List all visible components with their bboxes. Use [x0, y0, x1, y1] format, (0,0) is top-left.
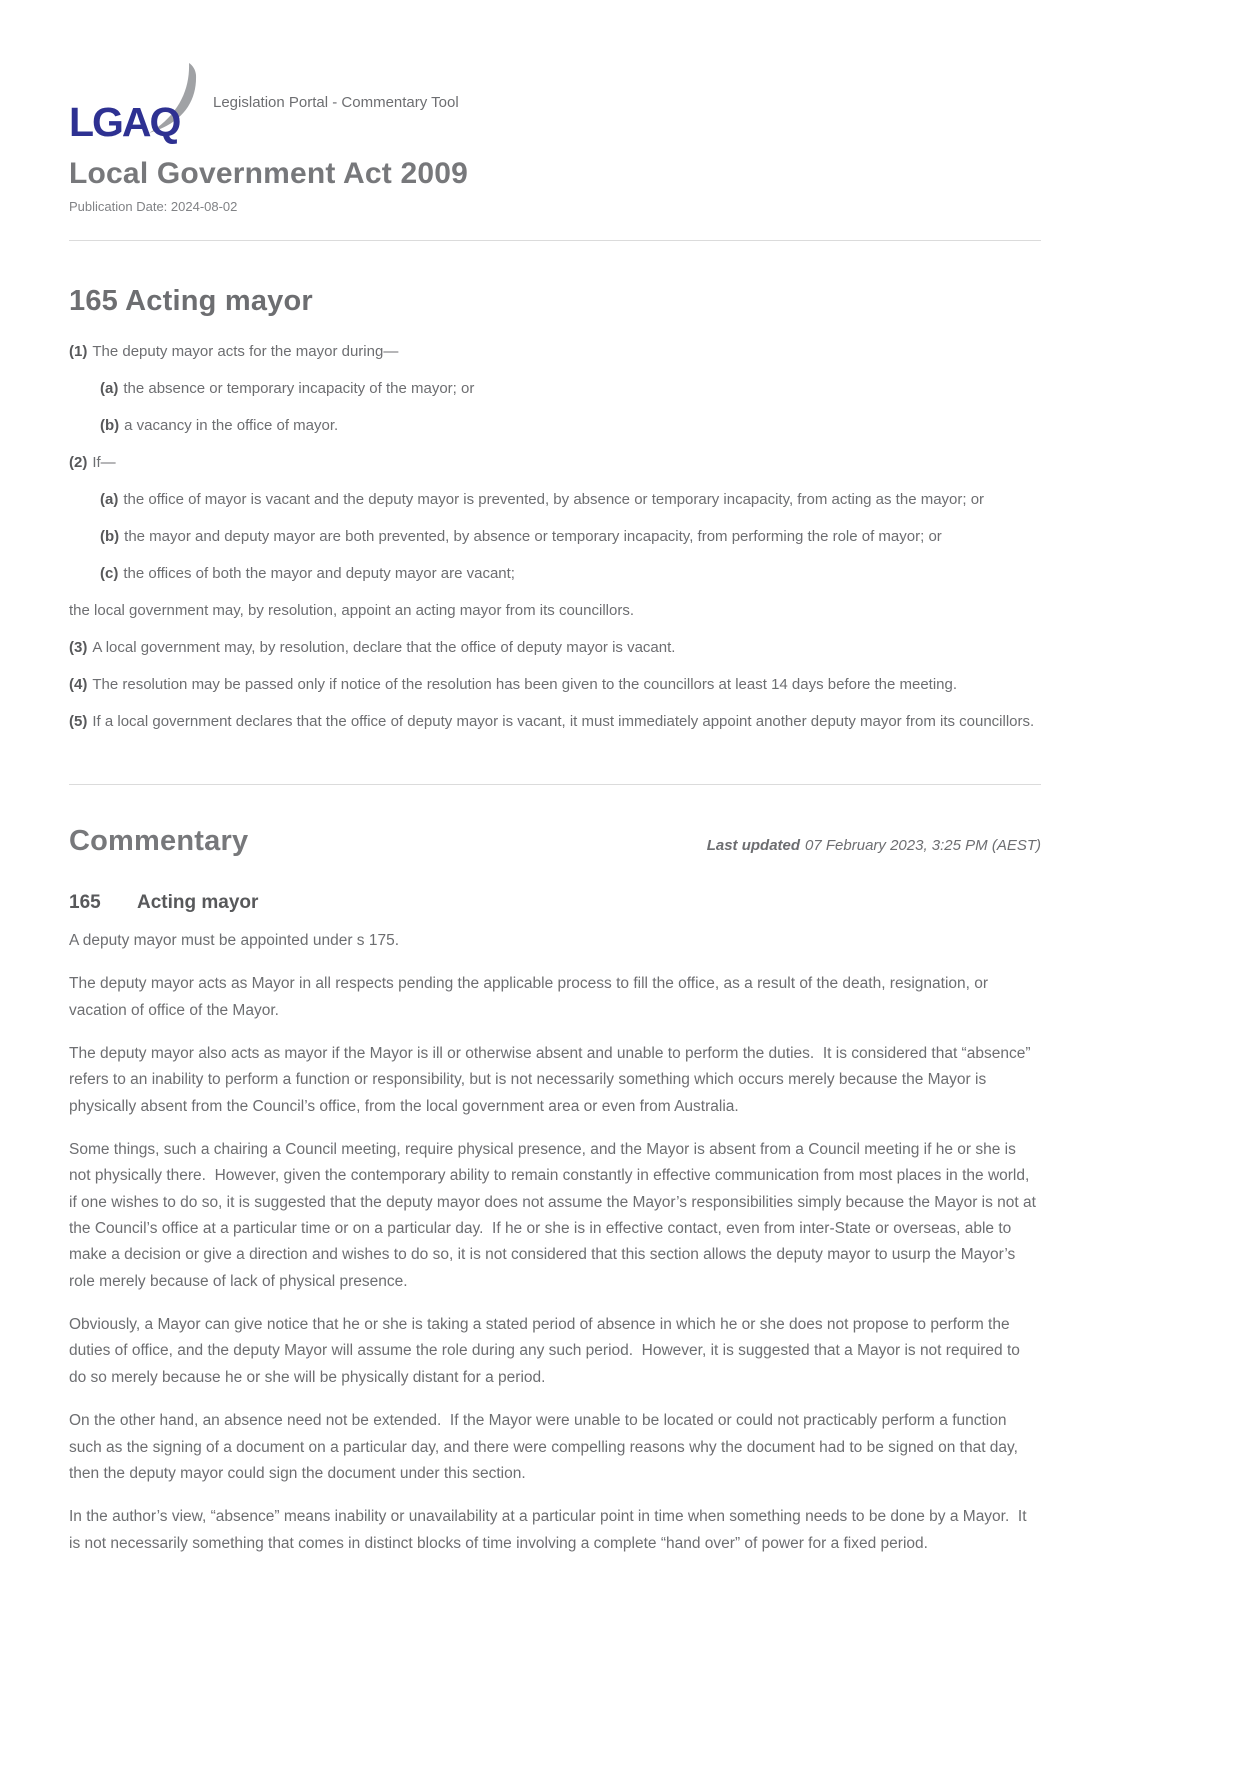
commentary-subheading	[69, 892, 1041, 914]
provision-text: A local government may, by resolution, declare that the office of deputy mayor is vacant.	[92, 639, 676, 656]
commentary-paragraph: The deputy mayor acts as Mayor in all respects pending the applicable process to fill the office, as a result of the death, resignation, or vacation of office of the Mayor.	[69, 975, 993, 1019]
provision-number: (a)	[100, 380, 119, 397]
last-updated	[707, 837, 1041, 854]
last-updated-label: Last updated	[706, 837, 801, 854]
provision	[69, 636, 1041, 660]
provision-number: (1)	[69, 343, 88, 360]
logo-text: LGAQ	[69, 99, 180, 145]
divider	[69, 784, 1041, 785]
provision	[69, 710, 1041, 734]
provision-number: (b)	[100, 417, 120, 434]
commentary-paragraph: In the author’s view, “absence” means inability or unavailability at a particular point in time when something needs to be done by a Mayor. It is not necessarily something that comes in distinct blocks of time involving a complete “hand over” of power for a fixed period.	[69, 1508, 1031, 1552]
provision	[69, 673, 1041, 697]
provision-number: (5)	[69, 713, 88, 730]
provision-text: The resolution may be passed only if notice of the resolution has been given to the councillors at least 14 days before the meeting.	[92, 676, 958, 693]
provision-number: (2)	[69, 454, 88, 471]
provision	[69, 340, 1041, 364]
provision-text: If a local government declares that the office of deputy mayor is vacant, it must immediately appoint another deputy mayor from its councillors.	[92, 713, 1035, 730]
provision-text: the local government may, by resolution, appoint an acting mayor from its councillors.	[69, 602, 634, 619]
provision	[69, 451, 1041, 475]
commentary-header	[69, 825, 1041, 858]
provision	[69, 377, 1041, 401]
provision-text: the offices of both the mayor and deputy mayor are vacant;	[123, 565, 515, 582]
provision-number: (b)	[100, 528, 120, 545]
app-title: Legislation Portal - Commentary Tool	[213, 93, 459, 111]
provision-text: The deputy mayor acts for the mayor during—	[92, 343, 399, 360]
commentary-section-title: Acting mayor	[137, 892, 259, 913]
commentary-paragraph: On the other hand, an absence need not be extended. If the Mayor were unable to be located or could not practicably perform a function such as the signing of a document on a particular day, and there were compelling reasons why the document had to be signed on that day, then the deputy mayor could sign the document under this section.	[69, 1412, 1023, 1482]
commentary-paragraph: Obviously, a Mayor can give notice that he or she is taking a stated period of absence in which he or she does not propose to perform the duties of office, and the deputy Mayor will assume the role during any such period. However, it is suggested that a Mayor is not required to do so merely because he or she will be physically distant for a period.	[69, 1316, 1025, 1386]
provision	[69, 414, 1041, 438]
provision-number: (a)	[100, 491, 119, 508]
last-updated-value: 07 February 2023, 3:25 PM (AEST)	[805, 837, 1041, 854]
document-title: Local Government Act 2009	[69, 157, 469, 190]
divider	[69, 240, 1041, 241]
act-body	[69, 340, 1041, 734]
commentary-heading: Commentary	[69, 825, 249, 857]
publication-date: Publication Date: 2024-08-02	[69, 199, 238, 214]
provision-number: (c)	[100, 565, 119, 582]
provision-text: the absence or temporary incapacity of the mayor; or	[123, 380, 475, 397]
provision-text: the mayor and deputy mayor are both prevented, by absence or temporary incapacity, from performing the role of mayor; or	[124, 528, 942, 545]
provision	[69, 562, 1041, 586]
act-section-heading: 165 Acting mayor	[69, 285, 313, 317]
header	[69, 75, 1041, 143]
provision	[69, 525, 1041, 549]
commentary-section-number: 165	[69, 892, 101, 913]
provision-text: the office of mayor is vacant and the deputy mayor is prevented, by absence or temporary incapacity, from acting as the mayor; or	[123, 491, 985, 508]
commentary-paragraph: Some things, such a chairing a Council meeting, require physical presence, and the Mayor is absent from a Council meeting if he or she is not physically there. However, given the contemporary ability to remain constantly in effective communication from most places in the world, if one wishes to do so, it is suggested that the deputy mayor does not assume the Mayor’s responsibilities simply because the Mayor is not at the Council’s office at a particular time or on a particular day. If he or she is in effective contact, even from inter-State or overseas, able to make a decision or give a direction and wishes to do so, it is not considered that this section allows the deputy mayor to usurp the Mayor’s role merely because of lack of physical presence.	[69, 1141, 1041, 1290]
commentary-paragraph: A deputy mayor must be appointed under s 175.	[69, 932, 400, 949]
lgaq-logo	[69, 75, 187, 143]
provision-text: a vacancy in the office of mayor.	[124, 417, 339, 434]
provision	[69, 488, 1041, 512]
provision	[69, 599, 1041, 623]
commentary-paragraph: The deputy mayor also acts as mayor if the Mayor is ill or otherwise absent and unable to perform the duties. It is considered that “absence” refers to an inability to perform a function or responsibility, but is not necessarily something which occurs merely because the Mayor is physically absent from the Council’s office, from the local government area or even from Australia.	[69, 1045, 1035, 1115]
commentary-section	[69, 825, 1041, 1557]
provision-number: (3)	[69, 639, 88, 656]
provision-text: If—	[92, 454, 116, 471]
provision-number: (4)	[69, 676, 88, 693]
